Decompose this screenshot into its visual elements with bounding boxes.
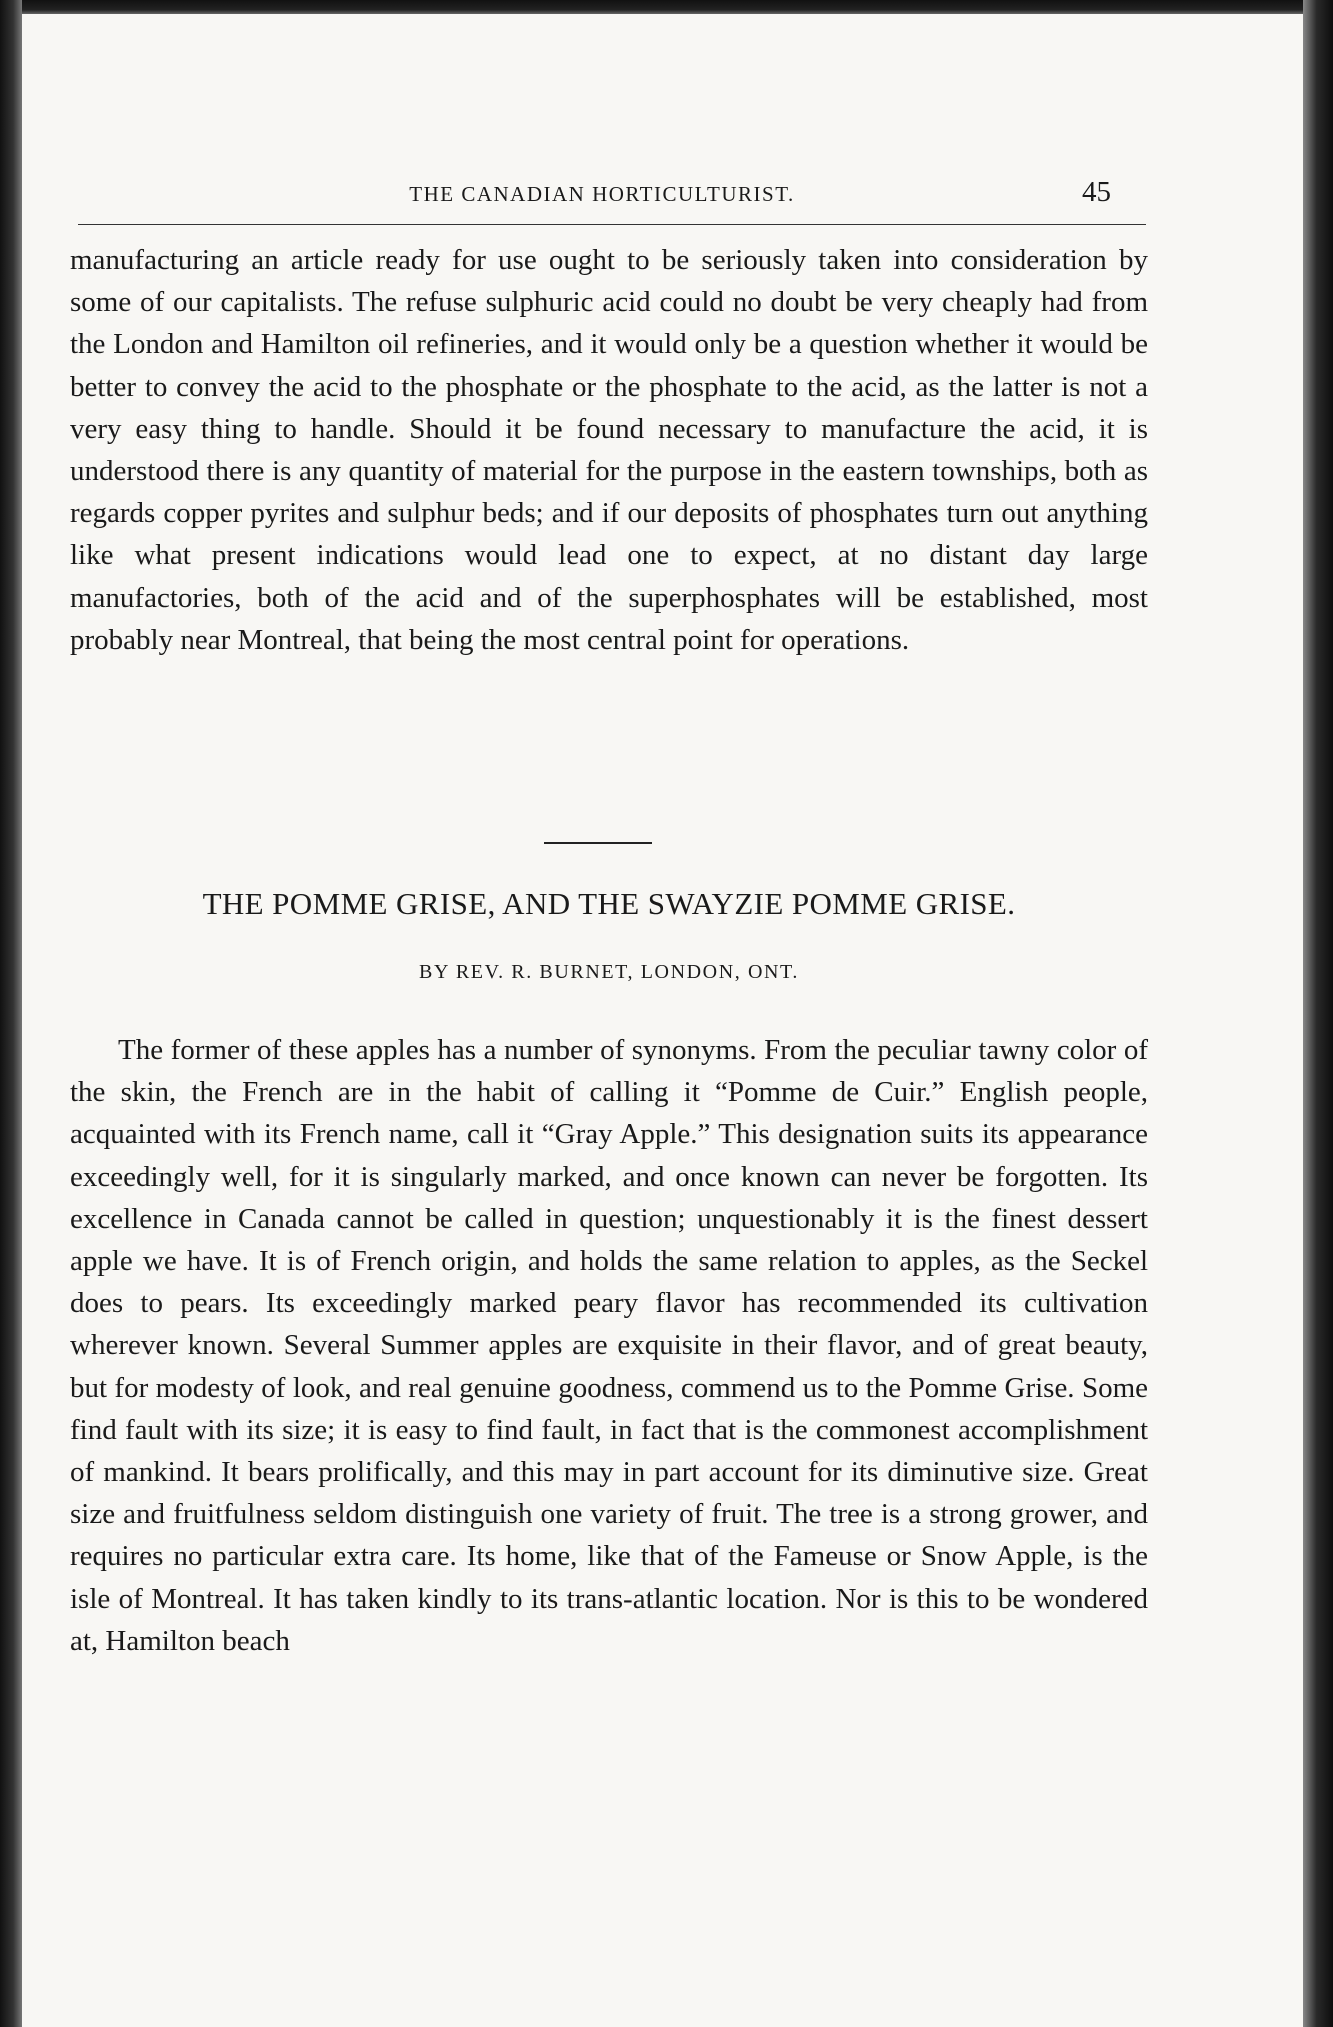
header-rule bbox=[78, 224, 1146, 225]
scan-border-top bbox=[0, 0, 1333, 14]
section-divider bbox=[544, 842, 652, 844]
page-number: 45 bbox=[1082, 176, 1111, 208]
article-title: THE POMME GRISE, AND THE SWAYZIE POMME GRISE. bbox=[202, 886, 1016, 921]
article-paragraph: The former of these apples has a number of synonyms. From the peculiar tawny color of the skin, the French are in the habit of calling it “Pomme de Cuir.” English people, acquainted with its French name, call it “Gray Apple.” This designation suits its appearance exceedingly well, for it is singularly marked, and once known can never be forgotten. Its excellence in Canada cannot be called in question; unquestionably it is the finest dessert apple we have. It is of French origin, and holds the same relation to apples, as the Seckel does to pears. Its exceedingly marked peary flavor has recommended its cultivation wherever known. Several Summer apples are exquisite in their flavor, and of great beauty, but for modesty of look, and real genuine goodness, commend us to the Pomme Grise. Some find fault with its size; it is easy to find fault, in fact that is the commonest accomplishment of mankind. It bears prolifically, and this may in part account for its diminutive size. Great size and fruitfulness seldom distinguish one variety of fruit. The tree is a strong grower, and requires no particular extra care. Its home, like that of the Fameuse or Snow Apple, is the isle of Montreal. It has taken kindly to its trans-atlantic location. Nor is this to be wondered at, Hamilton beach bbox=[70, 1034, 1148, 1657]
scan-border-right bbox=[1303, 0, 1333, 2027]
continued-paragraph: manufacturing an article ready for use ought to be seriously taken into consideration by some of our capitalists. The refuse sulphuric acid could no doubt be very cheaply had from the London and Hamilton oil refineries, and it would only be a question whether it would be better to convey the acid to the phosphate or the phosphate to the acid, as the latter is not a very easy thing to handle. Should it be found necessary to manufacture the acid, it is understood there is any quantity of material for the purpose in the eastern townships, both as regards copper pyrites and sulphur beds; and if our deposits of phosphates turn out anything like what present indications would lead one to expect, at no distant day large manufactories, both of the acid and of the superphosphates will be established, most probably near Montreal, that being the most central point for operations. bbox=[70, 244, 1148, 656]
running-head: THE CANADIAN HORTICULTURIST. bbox=[409, 182, 795, 206]
book-page bbox=[22, 14, 1303, 2027]
scan-border-left bbox=[0, 0, 22, 2027]
article-byline: BY REV. R. BURNET, LONDON, ONT. bbox=[419, 961, 799, 983]
